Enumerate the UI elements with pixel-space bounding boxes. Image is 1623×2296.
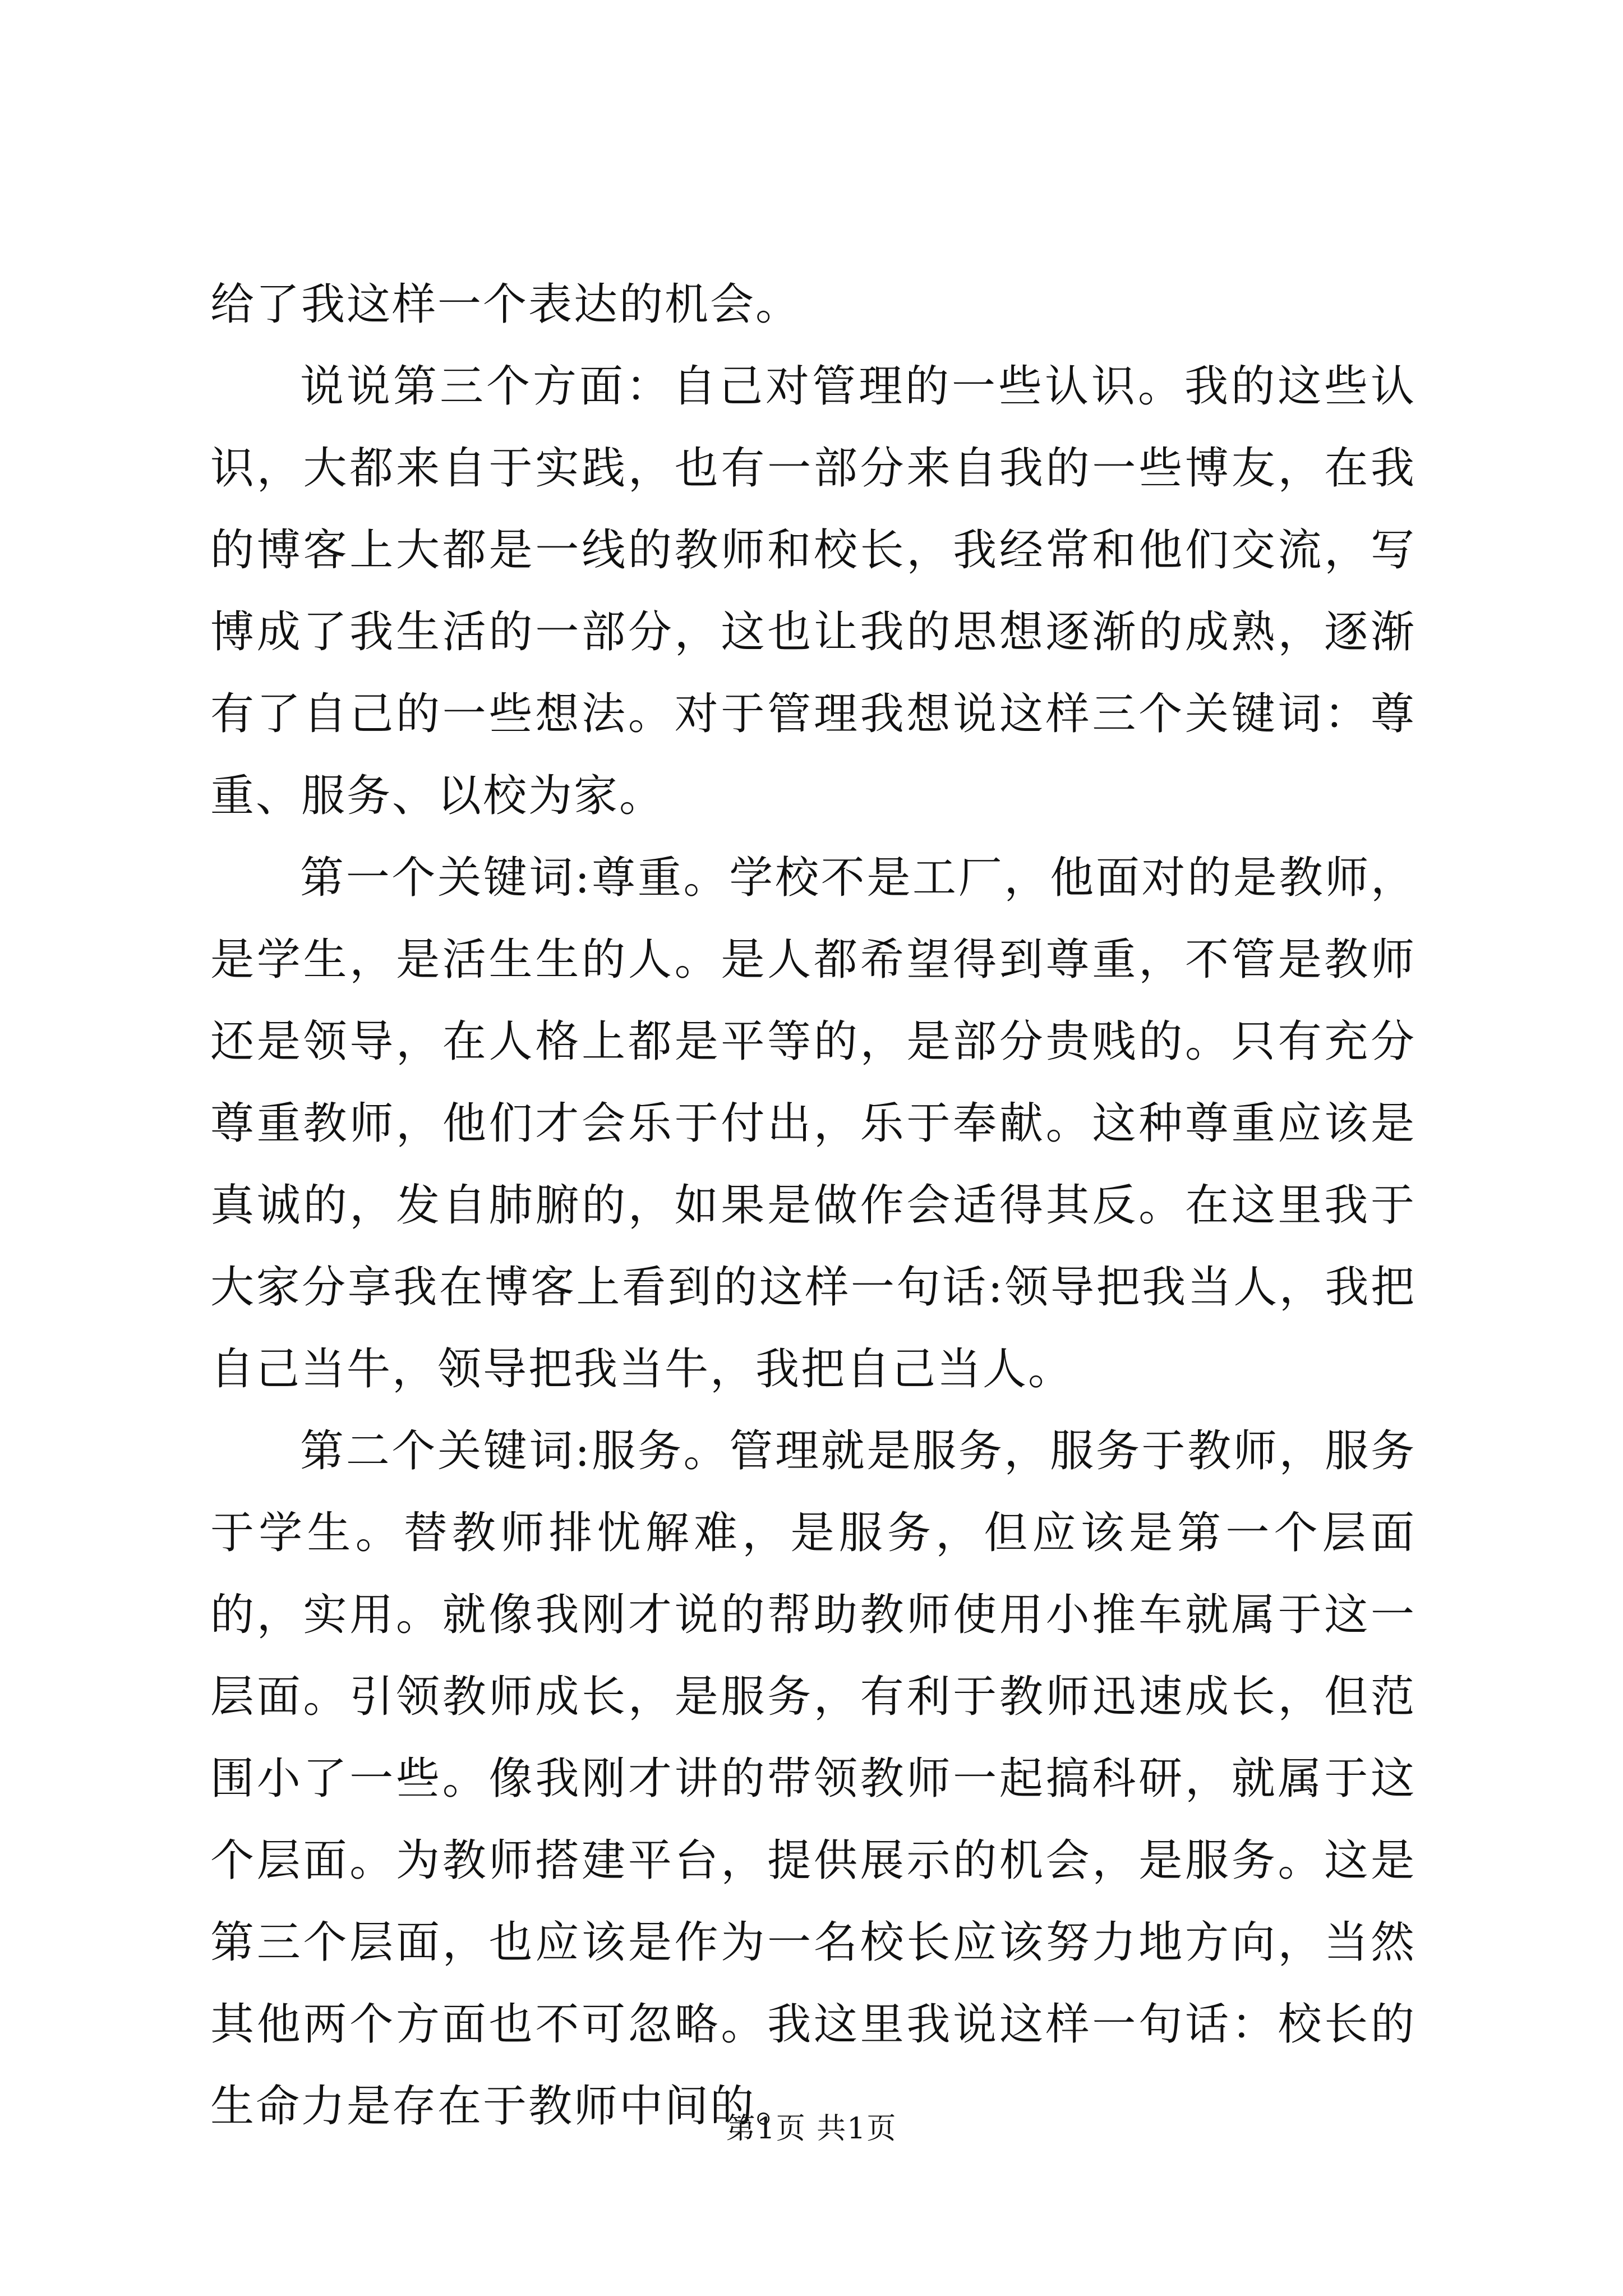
document-body [210,264,1416,2147]
paragraph-keyword-respect: 第一个关键词:尊重。学校不是工厂，他面对的是教师，是学生，是活生生的人。是人都希望得到尊重，不管是教师还是领导，在人格上都是平等的，是部分贵贱的。只有充分尊重教师，他们才会乐于付出，乐于奉献。这种尊重应该是真诚的，发自肺腑的，如果是做作会适得其反。在这里我于大家分享我在博客上看到的这样一句话:领导把我当人，我把自己当牛，领导把我当牛，我把自己当人。 [210,853,1416,1395]
paragraph-keyword-service: 第二个关键词:服务。管理就是服务，服务于教师，服务于学生。替教师排忧解难，是服务，但应该是第一个层面的，实用。就像我刚才说的帮助教师使用小推车就属于这一层面。引领教师成长，是服务，有利于教师迅速成长，但范围小了一些。像我刚才讲的带领教师一起搞科研，就属于这个层面。为教师搭建平台，提供展示的机会，是服务。这是第三个层面，也应该是作为一名校长应该努力地方向，当然其他两个方面也不可忽略。我这里我说这样一句话：校长的生命力是存在于教师中间的。 [210,1426,1416,2132]
page-footer: 第1页 共1页 [726,2112,897,2146]
paragraph-management-views: 说说第三个方面：自己对管理的一些认识。我的这些认识，大都来自于实践，也有一部分来自我的一些博友，在我的博客上大都是一线的教师和校长，我经常和他们交流，写博成了我生活的一部分，这也让我的思想逐渐的成熟，逐渐有了自己的一些想法。对于管理我想说这样三个关键词：尊重、服务、以校为家。 [210,361,1416,821]
paragraph-continuation: 给了我这样一个表达的机会。 [210,279,801,330]
